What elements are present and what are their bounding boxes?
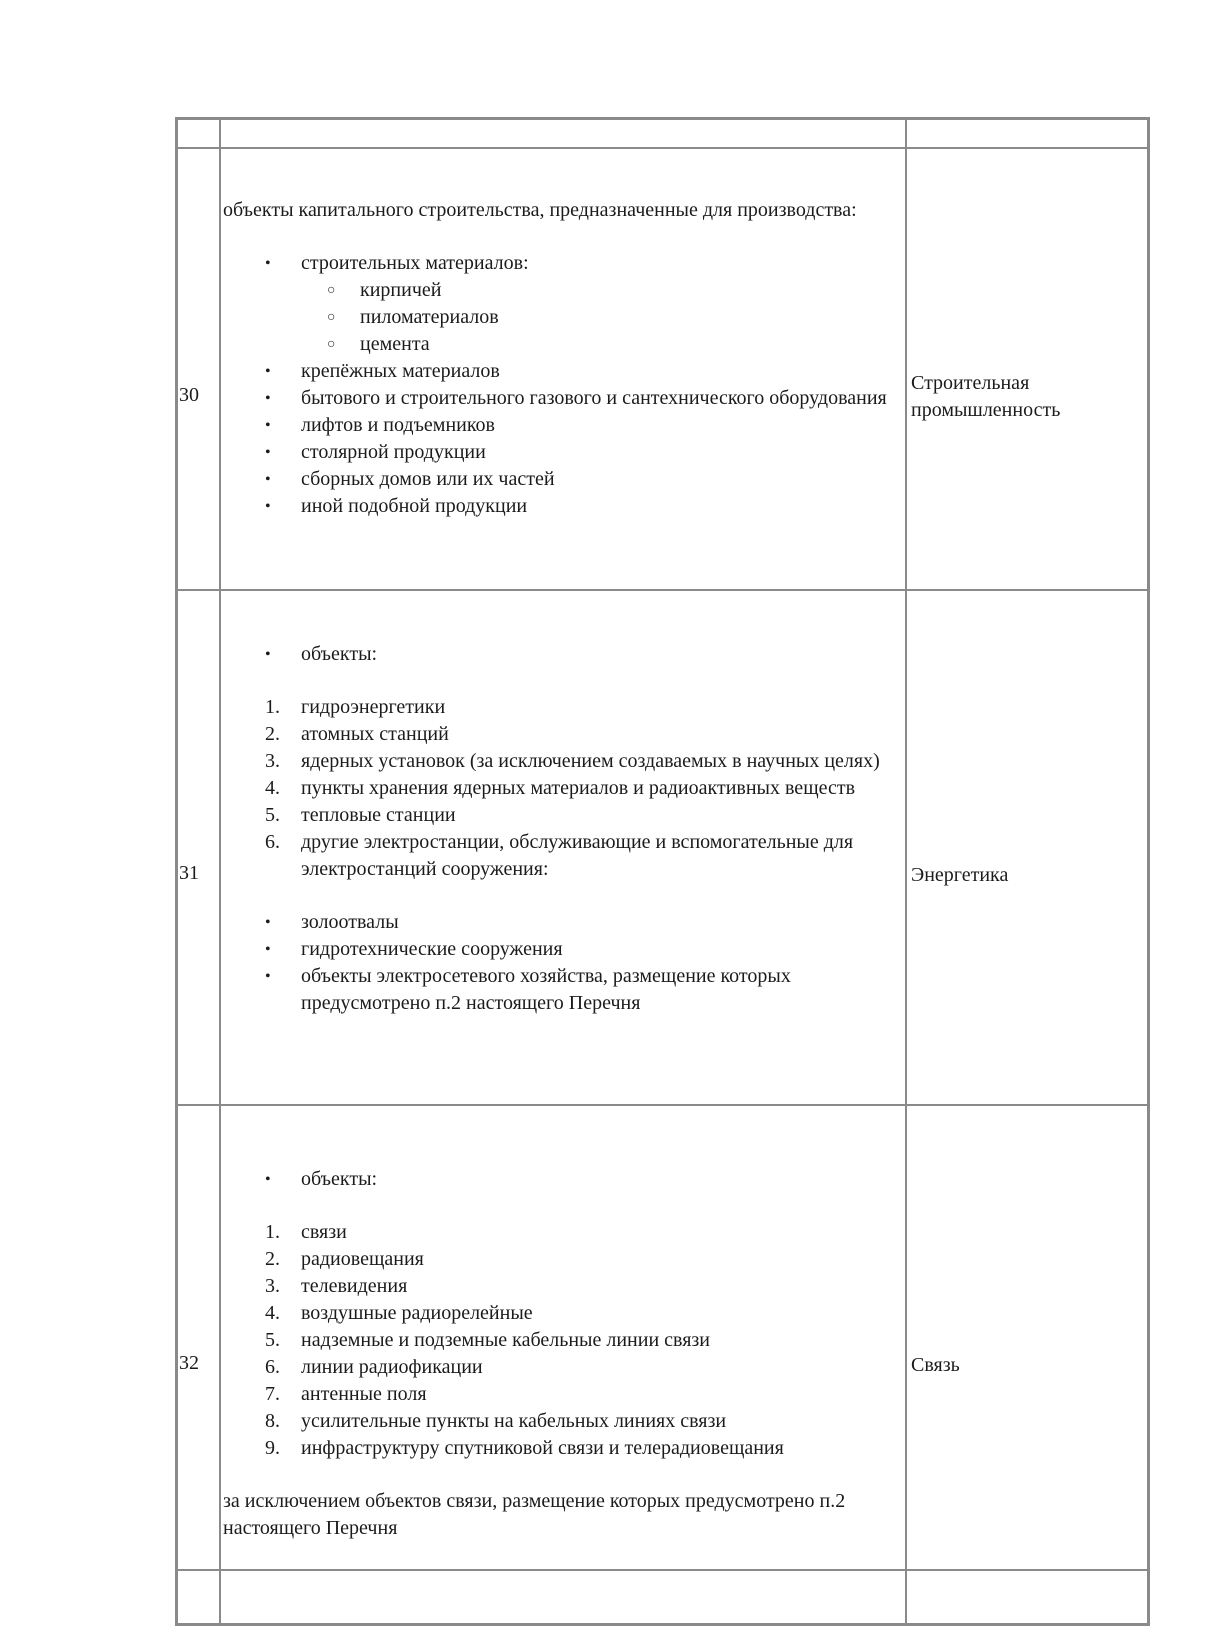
- list-item: [223, 385, 901, 412]
- list-item: [223, 493, 901, 520]
- list-item: [223, 936, 901, 963]
- bullet-marker: •: [265, 363, 271, 380]
- list-item: [223, 909, 901, 936]
- row-content-cell: [221, 591, 907, 1104]
- list-item: [223, 963, 901, 1017]
- numbered-item-text: радиовещания: [301, 1248, 424, 1270]
- row-content-cell: [221, 149, 907, 589]
- numbered-list-item: [223, 1273, 901, 1300]
- list-item-text: крепёжных материалов: [301, 360, 500, 382]
- list-item-text: золоотвалы: [301, 911, 399, 933]
- numbered-list-item: [223, 1354, 901, 1381]
- list-item-text: объекты:: [301, 1168, 378, 1190]
- bullet-marker: •: [265, 255, 271, 272]
- table-row-spacer-bottom: [178, 1569, 1147, 1623]
- numbered-list-item: [223, 748, 901, 775]
- list-item: [223, 466, 901, 493]
- circle-bullet-marker: ○: [327, 337, 336, 352]
- paragraph: объекты капитального строительства, предназначенные для производства:: [223, 199, 857, 221]
- number-marker: 6.: [265, 1356, 280, 1378]
- sub-list-item-text: пиломатериалов: [360, 306, 499, 328]
- list-item: [223, 1166, 901, 1193]
- numbered-list-item: [223, 721, 901, 748]
- row-number: 32: [179, 1352, 199, 1374]
- numbered-item-text: другие электростанции, обслуживающие и вспомогательные для электростанций сооружения:: [301, 831, 854, 880]
- number-marker: 3.: [265, 750, 280, 772]
- category-label: Энергетика: [911, 864, 1009, 886]
- bullet-marker: •: [265, 417, 271, 434]
- numbered-list-item: [223, 1246, 901, 1273]
- row-content-cell: [221, 1106, 907, 1569]
- numbered-item-text: связи: [301, 1221, 347, 1243]
- numbered-list-item: [223, 775, 901, 802]
- numbered-item-text: пункты хранения ядерных материалов и радиоактивных веществ: [301, 777, 856, 799]
- list-item-text: бытового и строительного газового и сантехнического оборудования: [301, 387, 887, 409]
- numbered-item-text: усилительные пункты на кабельных линиях связи: [301, 1410, 727, 1432]
- number-marker: 4.: [265, 1302, 280, 1324]
- row-number: 30: [179, 383, 199, 406]
- list-item-text: объекты электросетевого хозяйства, размещение которых предусмотрено п.2 настоящего Перечня: [301, 965, 791, 1014]
- row-content-cell: [221, 1571, 907, 1623]
- numbered-item-text: линии радиофикации: [301, 1356, 483, 1378]
- row-category-cell: [907, 149, 1147, 589]
- number-marker: 5.: [265, 804, 280, 826]
- numbered-item-text: ядерных установок (за исключением создаваемых в научных целях): [301, 750, 880, 772]
- row-number-cell: [178, 591, 221, 1104]
- list-item-text: гидротехнические сооружения: [301, 938, 563, 960]
- table-row-spacer-top: [178, 120, 1147, 147]
- row-number-cell: [178, 1106, 221, 1569]
- sub-list-item: [223, 304, 901, 331]
- circle-bullet-marker: ○: [327, 310, 336, 325]
- bullet-marker: •: [265, 1171, 271, 1188]
- number-marker: 8.: [265, 1410, 280, 1432]
- number-marker: 2.: [265, 1248, 280, 1270]
- bullet-list: [223, 641, 901, 668]
- sub-list-item-text: цемента: [360, 333, 430, 355]
- number-marker: 7.: [265, 1383, 280, 1405]
- sub-list-item-text: кирпичей: [360, 279, 442, 301]
- row-category-cell: [907, 591, 1147, 1104]
- numbered-item-text: гидроэнергетики: [301, 696, 446, 718]
- list-item: [223, 358, 901, 385]
- numbered-list-item: [223, 1219, 901, 1246]
- numbered-item-text: тепловые станции: [301, 804, 456, 826]
- bullet-marker: •: [265, 444, 271, 461]
- list-item: [223, 641, 901, 668]
- list-item-text: иной подобной продукции: [301, 495, 528, 517]
- row-content-cell: [221, 120, 907, 147]
- bullet-marker: •: [265, 914, 271, 931]
- row-number-cell: [178, 1571, 221, 1623]
- list-item-text: сборных домов или их частей: [301, 468, 555, 490]
- list-item: [223, 439, 901, 466]
- numbered-list: [223, 1219, 901, 1462]
- number-marker: 5.: [265, 1329, 280, 1351]
- list-item-text: строительных материалов:: [301, 252, 529, 274]
- row-number-cell: [178, 149, 221, 589]
- numbered-item-text: атомных станций: [301, 723, 449, 745]
- table-row-32: [178, 1104, 1147, 1569]
- numbered-list-item: [223, 694, 901, 721]
- bullet-marker: •: [265, 646, 271, 663]
- table-row-30: [178, 147, 1147, 589]
- sub-list-item: [223, 331, 901, 358]
- numbered-list-item: [223, 1300, 901, 1327]
- row-number: 31: [179, 862, 199, 884]
- bullet-marker: •: [265, 498, 271, 515]
- bullet-marker: •: [265, 941, 271, 958]
- number-marker: 1.: [265, 696, 280, 718]
- bullet-marker: •: [265, 968, 271, 985]
- number-marker: 1.: [265, 1221, 280, 1243]
- list-item-text: столярной продукции: [301, 441, 486, 463]
- numbered-item-text: телевидения: [301, 1275, 408, 1297]
- bullet-list: [223, 250, 901, 520]
- bullet-marker: •: [265, 471, 271, 488]
- bullet-list: [223, 1166, 901, 1193]
- numbered-list-item: [223, 1408, 901, 1435]
- paragraph: за исключением объектов связи, размещение которых предусмотрено п.2 настоящего Перечня: [223, 1490, 846, 1539]
- construction-objects-table: [175, 117, 1150, 1626]
- list-item: [223, 250, 901, 277]
- bullet-list: [223, 909, 901, 1017]
- number-marker: 4.: [265, 777, 280, 799]
- number-marker: 9.: [265, 1437, 280, 1459]
- numbered-list-item: [223, 802, 901, 829]
- bullet-marker: •: [265, 390, 271, 407]
- numbered-list-item: [223, 1381, 901, 1408]
- sub-list-item: [223, 277, 901, 304]
- numbered-item-text: антенные поля: [301, 1383, 427, 1405]
- row-category-cell: [907, 1571, 1147, 1623]
- numbered-list-item: [223, 1327, 901, 1354]
- row-category-cell: [907, 120, 1147, 147]
- table-row-31: [178, 589, 1147, 1104]
- numbered-item-text: инфраструктуру спутниковой связи и телерадиовещания: [301, 1437, 784, 1459]
- row-number-cell: [178, 120, 221, 147]
- numbered-item-text: надземные и подземные кабельные линии связи: [301, 1329, 711, 1351]
- row-category-cell: [907, 1106, 1147, 1569]
- numbered-list-item: [223, 1435, 901, 1462]
- number-marker: 3.: [265, 1275, 280, 1297]
- list-item-text: лифтов и подъемников: [301, 414, 495, 436]
- list-item: [223, 412, 901, 439]
- numbered-list-item: [223, 829, 901, 883]
- circle-bullet-marker: ○: [327, 283, 336, 298]
- list-item-text: объекты:: [301, 643, 378, 665]
- category-label: Строительная промышленность: [911, 372, 1061, 421]
- number-marker: 6.: [265, 831, 280, 853]
- number-marker: 2.: [265, 723, 280, 745]
- category-label: Связь: [911, 1354, 960, 1376]
- numbered-list: [223, 694, 901, 883]
- numbered-item-text: воздушные радиорелейные: [301, 1302, 533, 1324]
